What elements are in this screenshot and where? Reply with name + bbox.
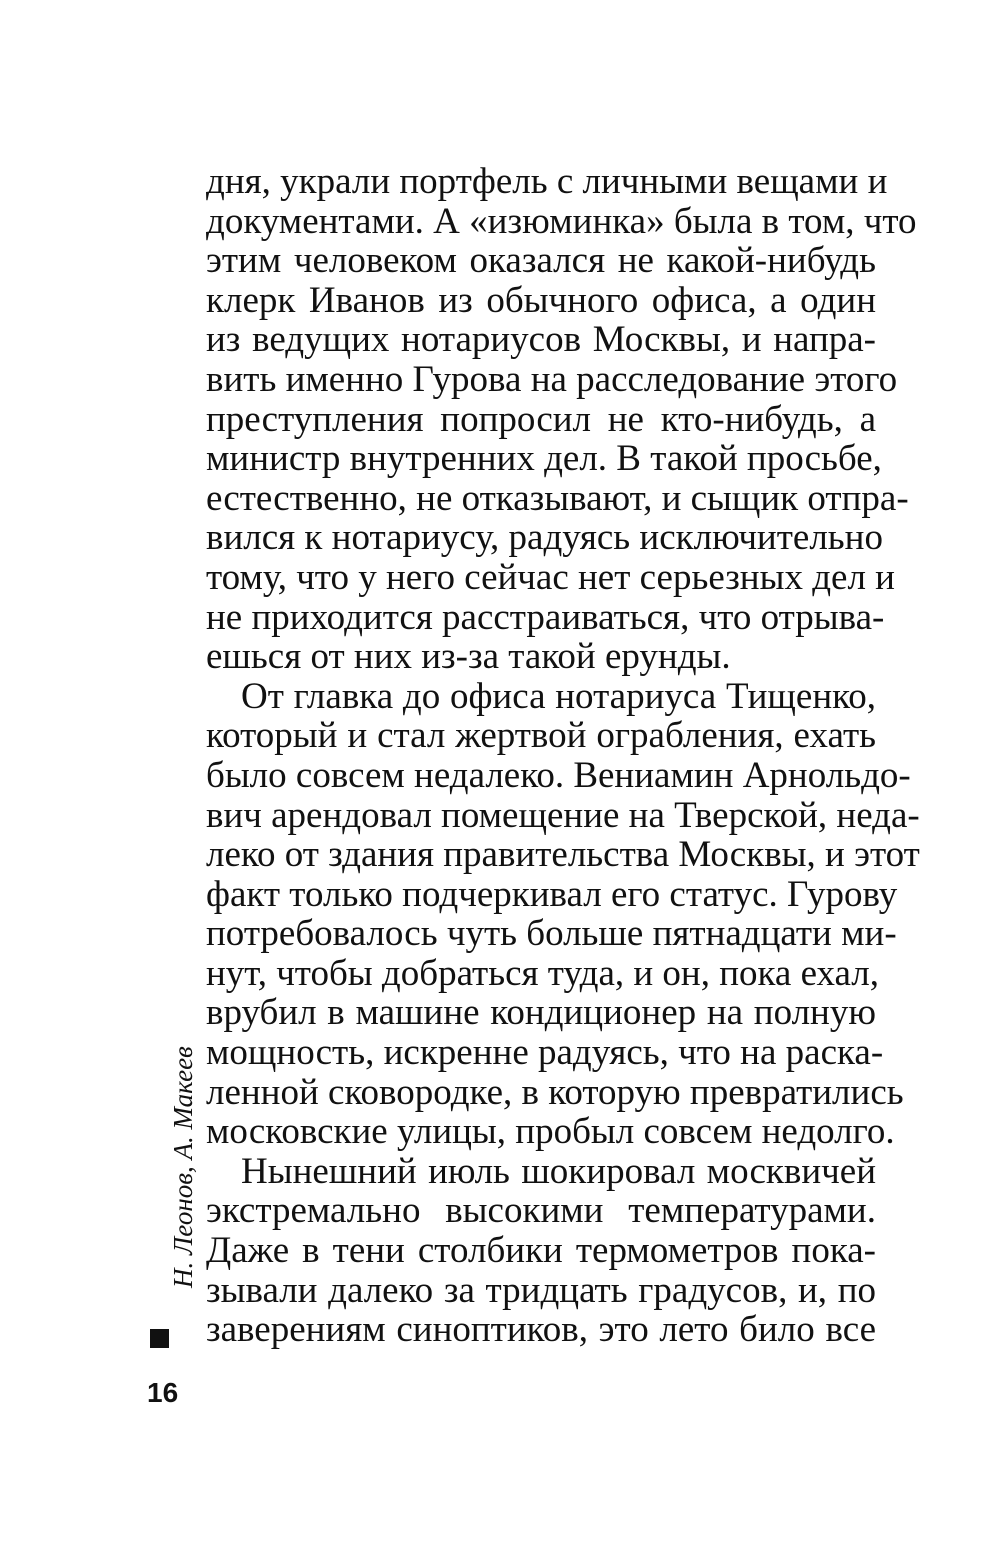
text-line: преступления попросил не кто-нибудь, а [206, 398, 876, 440]
text-line: зывали далеко за тридцать градусов, и, по [206, 1269, 876, 1311]
text-line: экстремально высокими температурами. [206, 1190, 876, 1232]
text-line: Даже в тени столбики термометров пока- [206, 1230, 876, 1272]
text-line: из ведущих нотариусов Москвы, и напра- [206, 319, 876, 361]
text-line: дня, украли портфель с личными вещами и [206, 161, 888, 202]
text-line: клерк Иванов из обычного офиса, а один [206, 279, 876, 321]
text-line: факт только подчеркивал его статус. Гурову [206, 873, 898, 915]
paragraph-last-line: ешься от них из-за такой ерунды. [206, 636, 731, 678]
text-line: вич арендовал помещение на Тверской, неда- [206, 794, 920, 836]
text-line: потребовалось чуть больше пятнадцати ми- [206, 913, 897, 955]
text-line: нут, чтобы добраться туда, и он, пока ехал, [206, 952, 880, 994]
paragraph-first-line: От главка до офиса нотариуса Тищенко, [241, 675, 876, 717]
text-line: тому, что у него сейчас нет серьезных дел и [206, 556, 895, 598]
text-line: который и стал жертвой ограбления, ехать [206, 715, 876, 757]
text-line: министр внутренних дел. В такой просьбе, [206, 438, 882, 480]
text-line: этим человеком оказался не какой-нибудь [206, 240, 876, 282]
text-line: врубил в машине кондиционер на полную [206, 992, 876, 1034]
paragraph-first-line: Нынешний июль шокировал москвичей [241, 1150, 876, 1192]
paragraph-last-line: московские улицы, пробыл совсем недолго. [206, 1111, 895, 1153]
text-line: леко от здания правительства Москвы, и этот [206, 834, 920, 876]
text-line: мощность, искренне радуясь, что на раска- [206, 1032, 884, 1074]
text-line: документами. А «изюминка» была в том, что [206, 200, 917, 242]
text-line: заверениям синоптиков, это лето било все [206, 1309, 876, 1351]
body-text [206, 161, 920, 1351]
square-marker-icon [150, 1329, 169, 1348]
text-line: ленной сковородке, в которую превратились [206, 1071, 904, 1113]
running-head-authors: Н. Леонов, А. Макеев [168, 1046, 198, 1288]
text-line: вить именно Гурова на расследование этого [206, 358, 898, 400]
text-line: было совсем недалеко. Вениамин Арнольдо- [206, 754, 911, 796]
page-number: 16 [147, 1377, 179, 1408]
text-line: вился к нотариусу, радуясь исключительно [206, 517, 883, 559]
text-line: не приходится расстраиваться, что отрыва- [206, 596, 885, 638]
text-line: естественно, не отказывают, и сыщик отпра- [206, 477, 909, 519]
